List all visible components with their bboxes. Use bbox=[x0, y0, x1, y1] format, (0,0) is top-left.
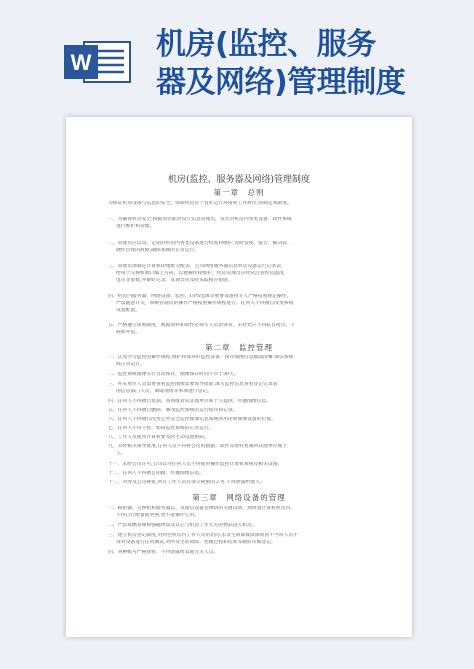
word-icon-letter: W bbox=[70, 50, 92, 75]
paragraph-line: 为保证机房设备与信息的安全，保障机房有个良好运行环境和工作秩序,特制定本制度。 bbox=[108, 201, 292, 206]
paragraph-line: 三、管理员须制定计算机IP地址分配表，公司网络服务器信息机房设备运行记录表, bbox=[108, 264, 283, 269]
paragraph-line: 硬件出现的故障,确保系统的正常运行。 bbox=[116, 248, 200, 253]
paragraph-line: 不得自行配置或更换,更不能挪作它用。 bbox=[116, 513, 200, 518]
paragraph-line: 四、机房内服务器、网络设备、监控、UPS电源等重要设备由专人严格按照规定操作， bbox=[108, 294, 292, 299]
paragraph-line: 一、认真学习监控的操作规程,维护和保养好监控设备，保存图像信息画面清晰,保证系统 bbox=[108, 355, 294, 360]
paragraph-line: 得对设备进行任何调试,对所发生的故障、处理过程和结果等做好详细登记。 bbox=[116, 540, 276, 545]
paragraph-line: 四、任何人不得擅自复制、查询或者向其他单位和个人提供、传播图像信息。 bbox=[108, 399, 272, 404]
hero-title: 机房(监控、服务 器及网络)管理制度 bbox=[156, 27, 406, 100]
page-header bbox=[0, 0, 474, 100]
paragraph-line: 五、任何人不得擅自删除、修改监控系统的运行程序和记录。 bbox=[108, 408, 238, 413]
paragraph-line: 二、监控系统图像实行自动保存，图像保存时间不少于30天。 bbox=[108, 372, 239, 377]
paragraph-line: 八、工作人员使用计算机要及时主动设置密码。 bbox=[108, 435, 209, 440]
paragraph-line: 设置配置。 bbox=[116, 308, 140, 313]
paragraph-line: 人。 bbox=[116, 451, 126, 456]
paragraph-line: 十三、对涉及公司秘密,所有工作人员有保守秘密的义务,不得泄露给他人。 bbox=[108, 480, 265, 485]
document-title: 机房(监控、服务器及网络)管理制度 bbox=[167, 175, 311, 185]
paragraph-line: 电压等参数,并做好记录，发现异常及时采取相应措施。 bbox=[116, 278, 233, 283]
paragraph-line: 十一、未经公司许可,公司以外任何人员不得使用操作监控计算机系统及相关设备。 bbox=[108, 462, 283, 467]
chapter-3-heading: 第三章 网络设备的管理 bbox=[192, 493, 286, 502]
paragraph-line: 给每个交换机端口编上号码，以便操作和维护，机房管理员应经常注意机房温度、 bbox=[116, 271, 289, 276]
paragraph-line: 一、路由器、交换机和服务器以、及通信设备是网络的关键设备，须放置计算机机房内, bbox=[108, 506, 292, 511]
paragraph-line: 由信息部门人员，调取现场等事项进行登记。 bbox=[116, 389, 212, 394]
paragraph-line: 五、严格遵守保密制度，数据资料和软件必须专人负责保管，未经允许不得私自拷贝、下 bbox=[108, 323, 296, 328]
paragraph-line: 一、为确保机房安全,根据岗位职责设立信息管理员，负责对机房内各类设备、软件系统 bbox=[108, 217, 292, 222]
paragraph-line: 十二、任何人不得擅自拍摄、传播图像信息。 bbox=[108, 471, 204, 476]
paragraph-line: 六、任何人不得擅自改变公共安全监控图像信息系统的用途和图像设备的位置。 bbox=[108, 417, 276, 422]
paragraph-line: 二、管理员应以真、定期对机房内各类设备进行检查和维护,及时发现、报告、解决软、 bbox=[108, 241, 292, 246]
paragraph-line: 线正常运行。 bbox=[116, 362, 145, 367]
paragraph-line: 四、各种帐号严格保密，不得泄露给其他无关人员。 bbox=[108, 550, 219, 555]
paragraph-line: 严禁随意开关，系统管理员的操作严格按照操作规程进行。任何人不得擅自改变系统 bbox=[116, 301, 294, 306]
chapter-2-heading: 第二章 监控管理 bbox=[205, 343, 273, 352]
paragraph-line: 三、外来单位人员需要查看监控图像需要领导批准,填写监控信息查看登记记录表, bbox=[108, 382, 279, 387]
word-document-icon bbox=[62, 40, 136, 84]
chapter-1-heading: 第一章 总则 bbox=[213, 188, 265, 197]
paragraph-line: 三、建立机房登记制度,对到往机房内工作人员的访问,未发生故障或故障原因不当班人员不 bbox=[108, 533, 299, 538]
document-page bbox=[66, 117, 412, 637]
paragraph-line: 二、严禁易燃易爆和强磁物品及其它与机房工作无关的物品进入机房。 bbox=[108, 523, 257, 528]
paragraph-line: 七、任何人不得干扰、妨碍监控系统的正常运行。 bbox=[108, 426, 214, 431]
paragraph-line: 进行维护和管理。 bbox=[116, 224, 155, 229]
paragraph-line: 载和外借。 bbox=[116, 330, 140, 335]
paragraph-line: 九、未经相关领导批准,任何人员不得将公司的数据、软件及资料复制到其他单位或个 bbox=[108, 444, 288, 449]
